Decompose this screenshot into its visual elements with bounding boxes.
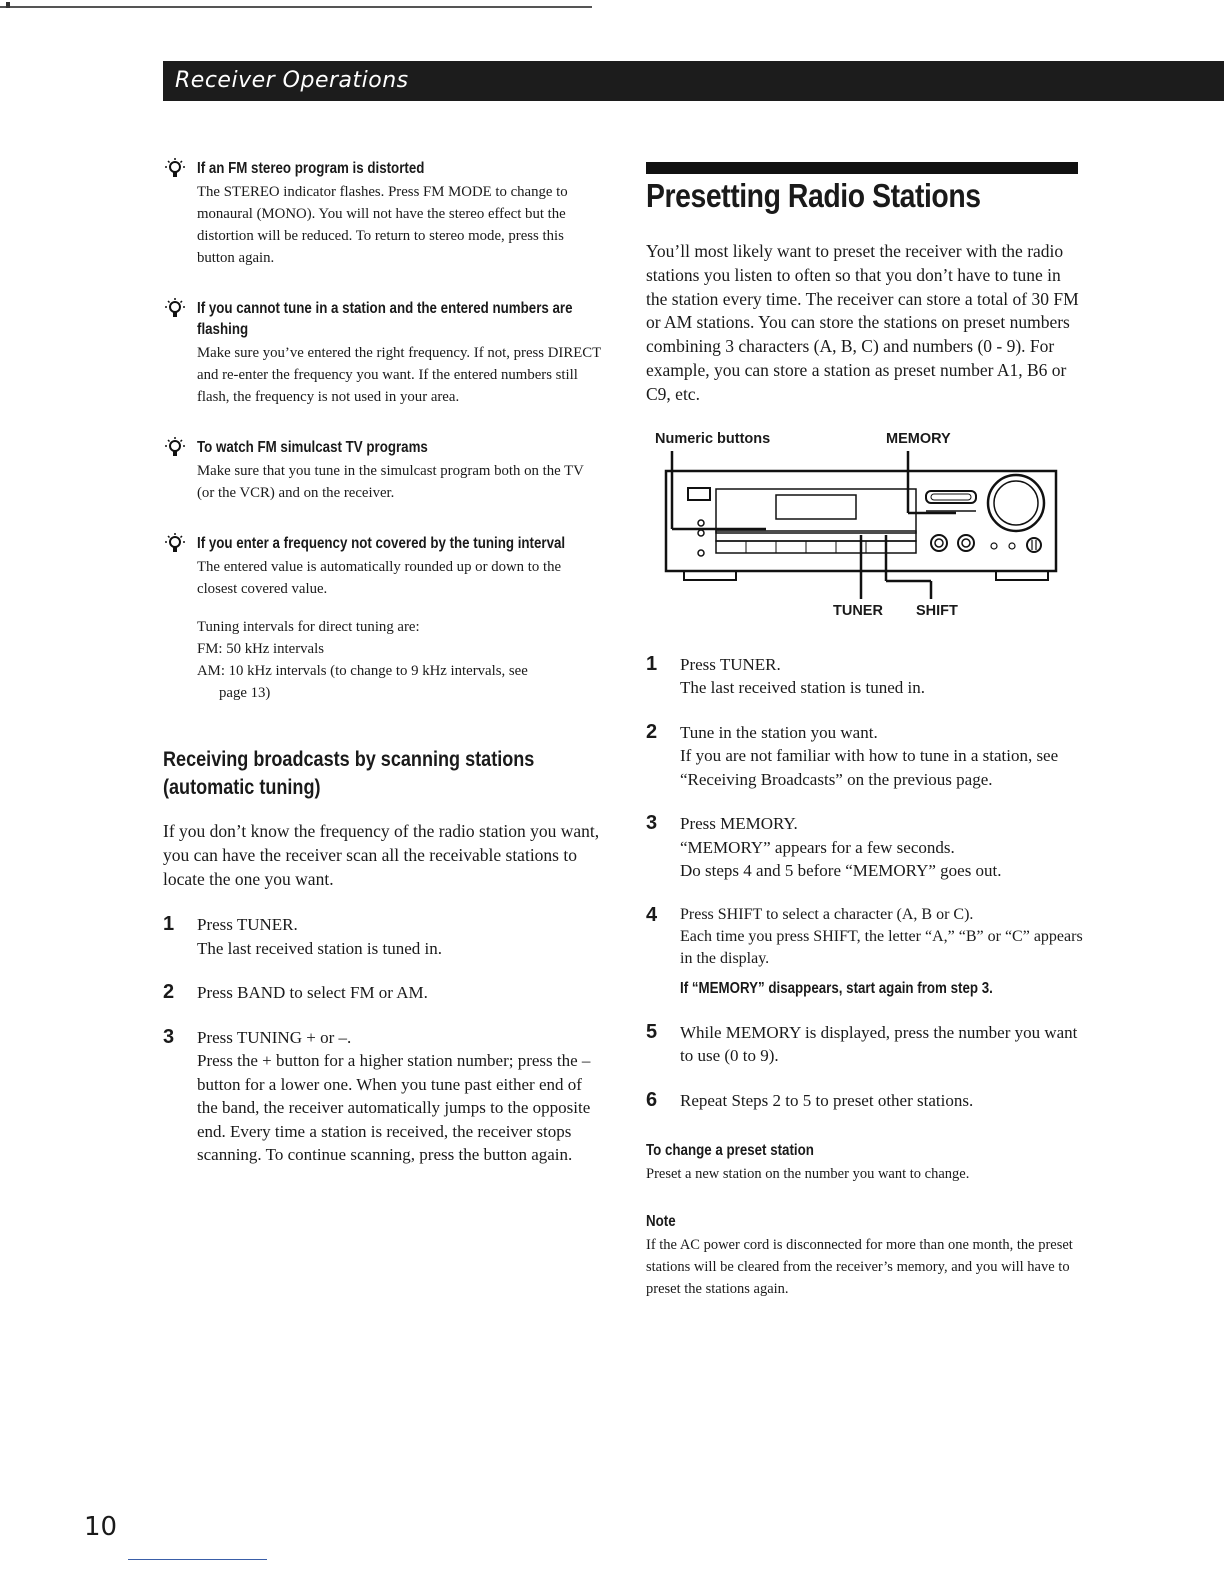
page-title: Presetting Radio Stations — [646, 177, 981, 214]
step — [646, 721, 1086, 792]
section-header — [163, 61, 1224, 101]
top-rule-tick — [6, 2, 10, 8]
step-text: Press BAND to select FM or AM. — [197, 983, 428, 1002]
tip-body: The entered value is automatically rounded up or down to the closest covered value. — [197, 559, 562, 597]
step-detail-2: Do steps 4 and 5 before “MEMORY” goes out. — [680, 861, 1002, 881]
step-detail: The last received station is tuned in. — [680, 678, 926, 698]
step-text: Repeat Steps 2 to 5 to preset other stations. — [680, 1090, 974, 1110]
step-detail: The last received station is tuned in. — [197, 938, 443, 958]
note-heading: Note — [646, 1213, 676, 1231]
step-number: 4 — [646, 903, 658, 926]
step — [163, 913, 603, 960]
step — [646, 1021, 1086, 1068]
tip-title: If you enter a frequency not covered by the tuning interval — [197, 535, 566, 552]
label-tuner: TUNER — [833, 602, 883, 619]
lightbulb-tip-icon — [164, 296, 188, 322]
page-number: 10 — [84, 1512, 118, 1542]
step — [646, 904, 1086, 1000]
lightbulb-tip-icon — [164, 531, 188, 557]
step-number: 1 — [646, 652, 658, 675]
step-text: Press SHIFT to select a character (A, B or C). — [680, 905, 974, 923]
change-preset-heading: To change a preset station — [646, 1142, 814, 1160]
tip-block — [163, 158, 603, 269]
step — [646, 653, 1086, 700]
lightbulb-tip-icon — [164, 435, 188, 461]
label-numeric-buttons: Numeric buttons — [655, 430, 771, 447]
tip-block — [163, 533, 603, 600]
step-detail: “MEMORY” appears for a few seconds. — [680, 837, 955, 857]
top-rule — [0, 6, 592, 8]
tuning-intervals-intro: Tuning intervals for direct tuning are: — [197, 619, 420, 635]
step-text: Tune in the station you want. — [680, 722, 878, 742]
tip-title: To watch FM simulcast TV programs — [197, 439, 428, 456]
tuning-intervals — [163, 616, 603, 704]
tip-block — [163, 437, 603, 504]
step-number: 3 — [646, 812, 658, 835]
tip-title: If you cannot tune in a station and the entered numbers are flashing — [197, 300, 573, 338]
step-note: If “MEMORY” disappears, start again from step 3. — [680, 979, 993, 997]
tip-body: Make sure that you tune in the simulcast program both on the TV (or the VCR) and on the receiver. — [197, 463, 584, 501]
tip-body: Make sure you’ve entered the right frequency. If not, press DIRECT and re-enter the frequency you want. If the entered numbers still flash, the frequency is not used in your area. — [197, 345, 601, 405]
step-number: 2 — [163, 981, 175, 1003]
scan-intro: If you don’t know the frequency of the radio station you want, you can have the receiver scan all the receivable stations to locate the one you want. — [163, 821, 600, 889]
label-shift: SHIFT — [916, 602, 958, 619]
step-detail: Each time you press SHIFT, the letter “A,” “B” or “C” appears in the display. — [680, 927, 1083, 967]
lightbulb-tip-icon — [164, 156, 188, 182]
tip-title: If an FM stereo program is distorted — [197, 160, 425, 177]
step — [646, 812, 1086, 883]
step-detail: If you are not familiar with how to tune in a station, see “Receiving Broadcasts” on the previous page. — [680, 746, 1059, 789]
tuning-intervals-fm: FM: 50 kHz intervals — [197, 641, 324, 657]
step-number: 1 — [163, 913, 175, 935]
change-preset-body: Preset a new station on the number you want to change. — [646, 1166, 970, 1183]
step — [163, 981, 603, 1005]
step — [646, 1089, 1086, 1113]
note-body: If the AC power cord is disconnected for more than one month, the preset stations will be cleared from the receiver’s memory, and you will have to preset the stations again. — [646, 1237, 1073, 1298]
step-detail: Press the + button for a higher station number; press the – button for a lower one. When you tune past either end of the band, the receiver automatically jumps to the opposite end. Every time a station is received, the receiver stops scanning. To continue scanning, press the button again. — [197, 1051, 591, 1164]
step-text: Press TUNER. — [197, 915, 298, 934]
right-column — [646, 158, 1086, 1300]
bottom-rule — [128, 1559, 267, 1560]
step-text: While MEMORY is displayed, press the number you want to use (0 to 9). — [680, 1022, 1078, 1066]
intro-paragraph: You’ll most likely want to preset the receiver with the radio stations you listen to often so that you don’t have to tune in the station every time. The receiver can store a total of 30 FM or AM stations. You can store the stations on preset numbers combining 3 characters (A, B, C) and numbers (0 - 9). For example, you can store a station as preset number A1, B6 or C9, etc. — [646, 241, 1079, 404]
receiver-front-panel-illustration — [646, 423, 1066, 623]
step-number: 6 — [646, 1088, 658, 1111]
label-memory: MEMORY — [886, 430, 951, 447]
tip-block — [163, 298, 603, 408]
step — [163, 1026, 603, 1167]
left-column — [163, 158, 603, 1167]
scan-heading: Receiving broadcasts by scanning stations (automatic tuning) — [163, 748, 535, 799]
step-number: 3 — [163, 1025, 175, 1048]
tuning-intervals-am-cont: page 13) — [219, 685, 271, 701]
step-text: Press TUNER. — [680, 654, 781, 674]
tuning-intervals-am: AM: 10 kHz intervals (to change to 9 kHz intervals, see — [197, 663, 528, 679]
receiver-diagram — [646, 423, 1066, 623]
step-text: Press MEMORY. — [680, 814, 798, 834]
title-rule — [646, 162, 1078, 174]
tip-body: The STEREO indicator flashes. Press FM MODE to change to monaural (MONO). You will not have the stereo effect but the distortion will be reduced. To return to stereo mode, press this button again. — [197, 184, 568, 266]
step-number: 5 — [646, 1020, 658, 1043]
section-title: Receiver Operations — [175, 68, 409, 93]
step-number: 2 — [646, 720, 658, 743]
step-text: Press TUNING + or –. — [197, 1027, 352, 1047]
